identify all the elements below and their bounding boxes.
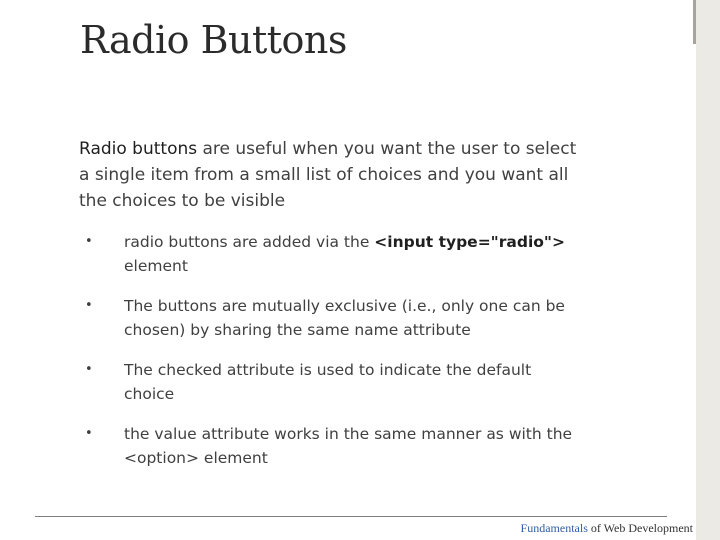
bullet-text: the value attribute works in the same manner as with the <option> element	[124, 425, 573, 467]
bullet-mark: •	[85, 298, 93, 313]
bullet-text: radio buttons are added via the	[124, 233, 375, 251]
bullet-item	[79, 230, 579, 278]
slide-title: Radio Buttons	[80, 18, 347, 62]
bullet-list	[79, 230, 579, 486]
bullet-mark: •	[85, 362, 93, 377]
bullet-mark: •	[85, 426, 93, 441]
intro-term: Radio buttons	[79, 139, 198, 159]
bullet-text: The checked attribute is used to indicate the default choice	[124, 361, 532, 403]
intro-paragraph	[79, 136, 579, 214]
right-decorative-bar	[696, 0, 720, 540]
footer-rest: of Web Development	[587, 521, 693, 535]
bullet-text-after: element	[124, 257, 188, 275]
footer-divider	[35, 516, 667, 517]
bullet-item	[79, 358, 579, 406]
bullet-code: <input type="radio">	[374, 233, 565, 251]
footer-caption	[521, 521, 693, 536]
bullet-item	[79, 422, 579, 470]
intro-text: are useful when you want the user to select a single item from a small list of choices and you want all the choices to be visible	[79, 139, 577, 211]
bullet-mark: •	[85, 234, 93, 249]
bullet-item	[79, 294, 579, 342]
right-accent-line	[693, 0, 696, 44]
bullet-text: The buttons are mutually exclusive (i.e., only one can be chosen) by sharing the same name attribute	[124, 297, 565, 339]
footer-accent-word: Fundamentals	[520, 521, 588, 535]
